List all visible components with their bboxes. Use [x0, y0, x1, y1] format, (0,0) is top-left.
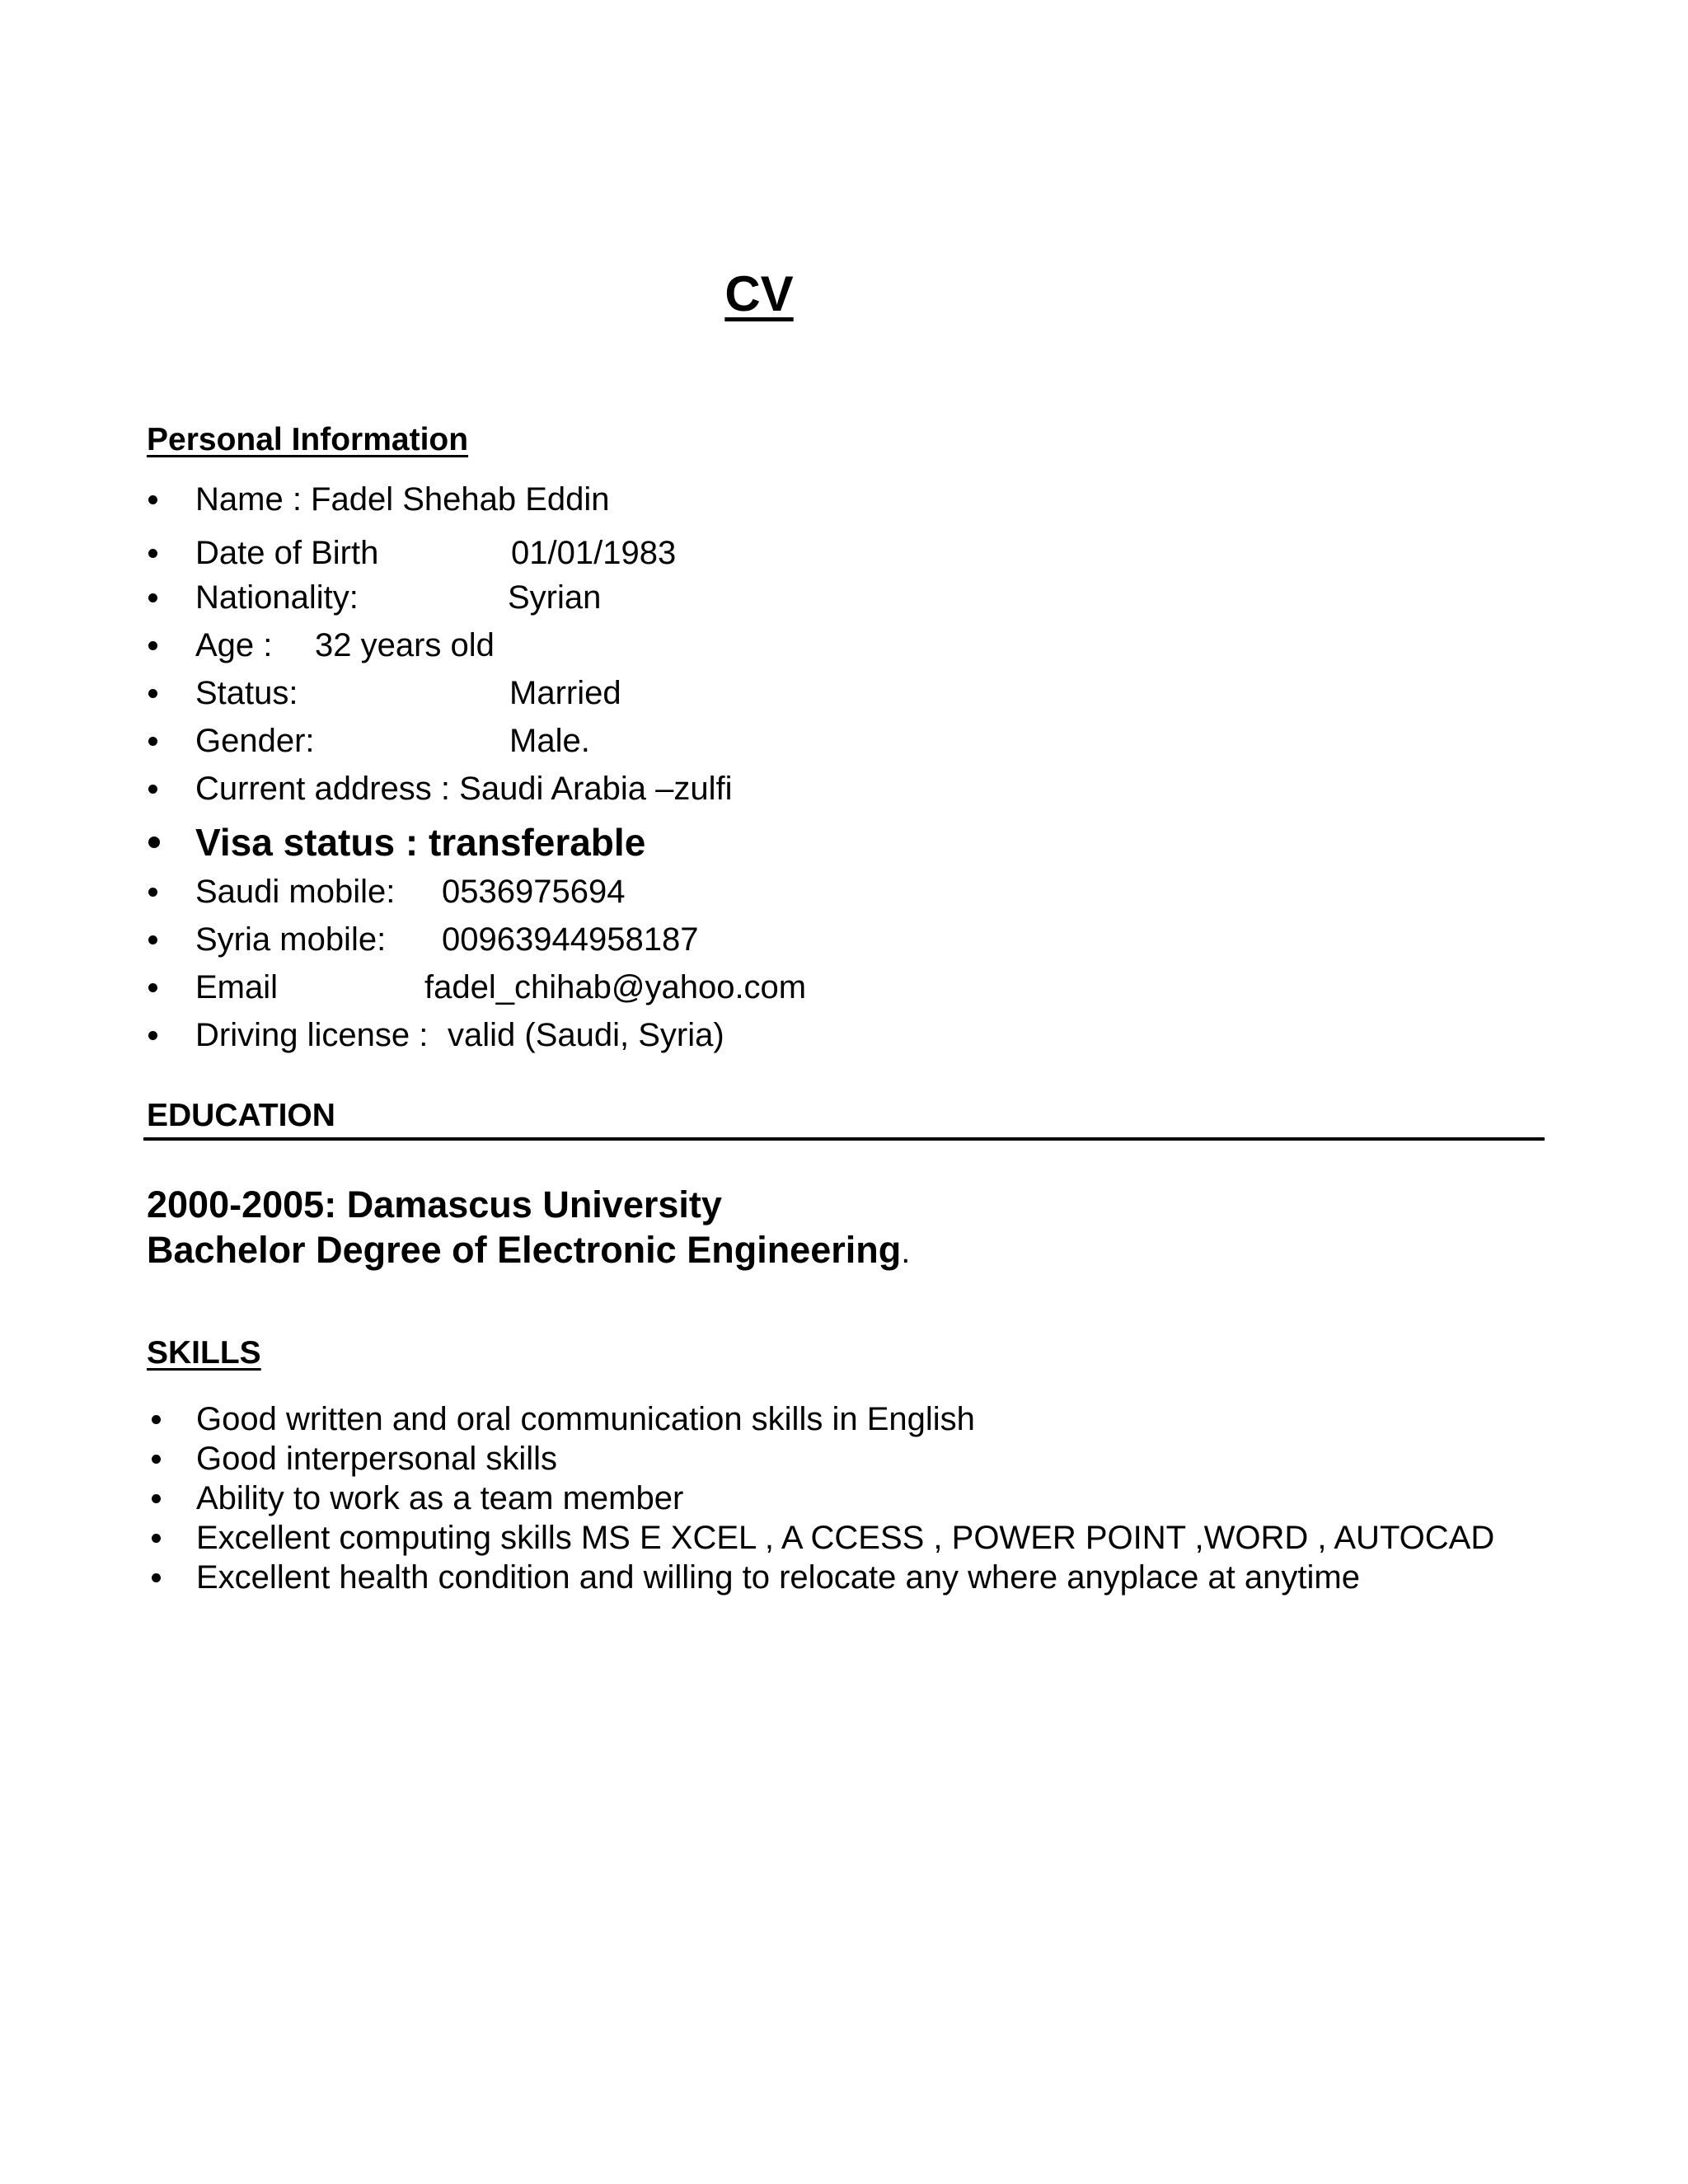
bullet-icon [148, 983, 157, 992]
personal-item-saudi-mobile [148, 871, 890, 912]
bullet-icon [152, 1573, 161, 1582]
personal-item-label: Age : [195, 627, 273, 663]
personal-item-status [148, 673, 890, 714]
personal-item-name [148, 479, 890, 520]
personal-item-label: Gender: [195, 723, 315, 759]
bullet-icon [148, 495, 157, 504]
education-degree-text: Bachelor Degree of Electronic Engineering [147, 1229, 902, 1271]
personal-item-label: Date of Birth [195, 535, 379, 571]
personal-item-value: 0536975694 [442, 874, 626, 910]
skill-item [152, 1558, 1553, 1597]
skills-heading: SKILLS [147, 1335, 261, 1371]
skill-item-label: Ability to work as a team member [196, 1480, 684, 1516]
personal-item-value: Male. [509, 723, 590, 759]
skill-item-label: Excellent computing skills MS E XCEL , A CCESS , POWER POINT ,WORD , AUTOCAD [196, 1520, 1495, 1556]
personal-item-label: Email [195, 969, 279, 1005]
personal-item-label: Name : Fadel Shehab Eddin [195, 481, 610, 518]
bullet-icon [148, 689, 157, 698]
personal-item-label: Status: [195, 675, 298, 711]
bullet-icon [148, 1031, 157, 1040]
skill-item-label: Good interpersonal skills [196, 1441, 557, 1477]
personal-item-value: 32 years old [315, 627, 495, 663]
personal-item-label: Visa status : transferable [195, 821, 646, 864]
personal-item-label: Current address : Saudi Arabia –zulfi [195, 771, 733, 807]
skill-item [152, 1479, 1553, 1518]
bullet-icon [152, 1494, 161, 1503]
skill-item-label: Good written and oral communication skills in English [196, 1401, 975, 1437]
bullet-icon [152, 1534, 161, 1543]
personal-item-gender [148, 720, 890, 762]
email-link[interactable]: fadel_chihab@yahoo.com [424, 969, 807, 1005]
education-divider [143, 1137, 1545, 1141]
personal-item-label: Nationality: [195, 579, 359, 616]
personal-item-nationality [148, 577, 890, 618]
education-degree-suffix: . [901, 1234, 911, 1270]
personal-item-value: valid (Saudi, Syria) [448, 1017, 724, 1053]
skill-item [152, 1439, 1553, 1479]
bullet-icon [148, 888, 157, 897]
education-degree [147, 1229, 910, 1272]
personal-item-visa-status [148, 819, 890, 865]
personal-item-label: Driving license : [195, 1017, 429, 1053]
education-heading: EDUCATION [147, 1098, 335, 1133]
bullet-icon [148, 593, 157, 602]
bullet-icon [152, 1455, 161, 1464]
personal-item-label: Saudi mobile: [195, 874, 396, 910]
skill-item-label: Excellent health condition and willing to relocate any where anyplace at anytime [196, 1559, 1360, 1596]
bullet-icon [148, 641, 157, 650]
cv-title: CV [724, 266, 794, 321]
education-years-institution: 2000-2005: Damascus University [147, 1183, 722, 1226]
personal-item-date-of-birth [148, 532, 890, 574]
bullet-icon [148, 737, 157, 746]
personal-item-value: Married [509, 675, 621, 711]
skill-item [152, 1518, 1553, 1558]
personal-item-value: 00963944958187 [442, 921, 699, 958]
personal-item-value: Syrian [508, 579, 602, 616]
personal-item-current-address [148, 768, 890, 809]
bullet-icon [148, 837, 160, 848]
bullet-icon [148, 785, 157, 794]
skill-item [152, 1399, 1553, 1439]
personal-item-syria-mobile [148, 919, 890, 960]
bullet-icon [148, 549, 157, 558]
personal-item-email [148, 967, 890, 1008]
bullet-icon [148, 935, 157, 944]
personal-info-heading: Personal Information [147, 422, 469, 457]
personal-item-label: Syria mobile: [195, 921, 387, 958]
personal-item-age [148, 625, 890, 666]
bullet-icon [152, 1415, 161, 1424]
personal-item-driving-license [148, 1015, 890, 1056]
personal-item-value: 01/01/1983 [511, 535, 677, 571]
